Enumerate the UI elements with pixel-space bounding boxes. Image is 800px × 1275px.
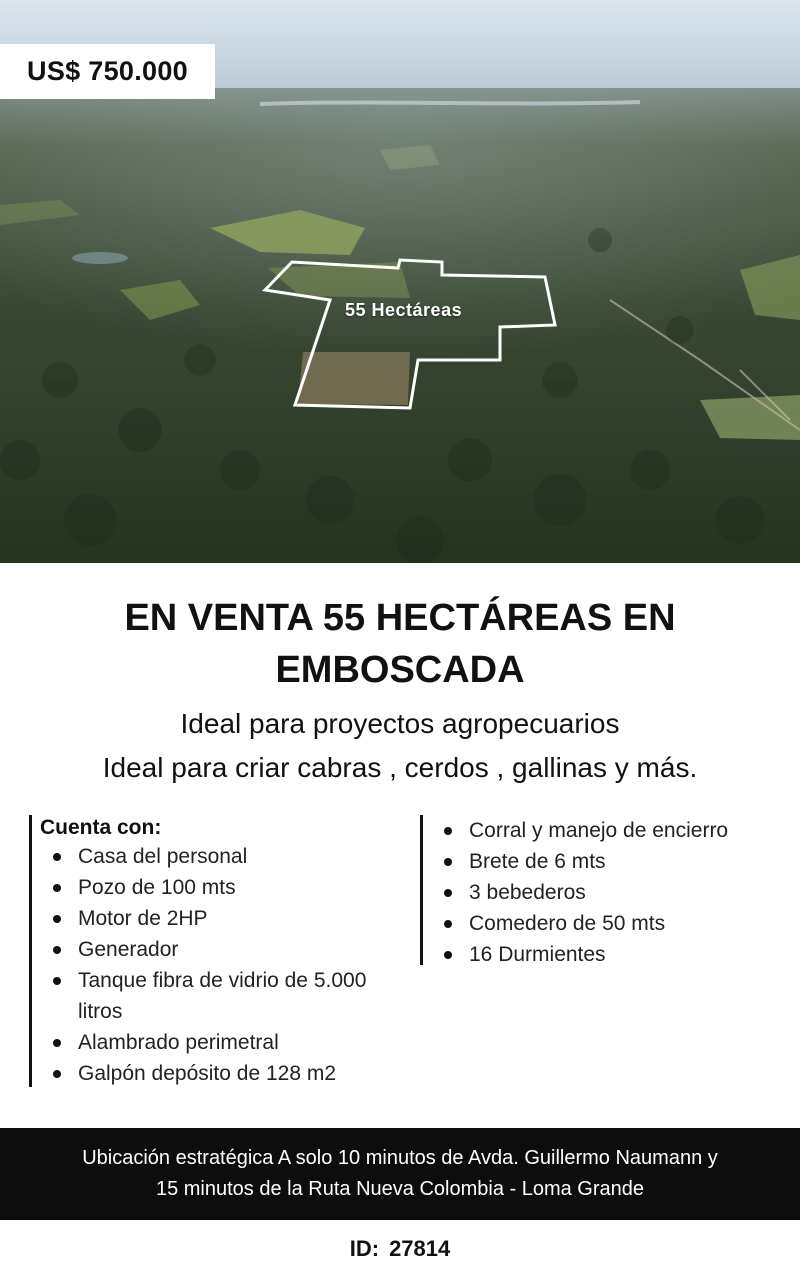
feature-item: Comedero de 50 mts bbox=[431, 908, 800, 939]
listing-id bbox=[0, 1236, 800, 1262]
subtitle-line-2: Ideal para criar cabras , cerdos , gallinas y más. bbox=[102, 752, 698, 783]
feature-item: Generador bbox=[40, 934, 410, 965]
listing-id-label: ID: bbox=[349, 1236, 380, 1261]
features-left-column bbox=[29, 815, 410, 1087]
location-line-2: 15 minutos de la Ruta Nueva Colombia - Loma Grande bbox=[155, 1178, 645, 1200]
features-right-column bbox=[420, 815, 800, 965]
features-heading: Cuenta con: bbox=[40, 816, 162, 839]
price-text: US$ 750.000 bbox=[27, 56, 188, 86]
feature-item: Galpón depósito de 128 m2 bbox=[40, 1058, 410, 1089]
price-badge bbox=[0, 44, 215, 99]
feature-item: 16 Durmientes bbox=[431, 939, 800, 970]
feature-item: Corral y manejo de encierro bbox=[431, 815, 800, 846]
listing-title bbox=[0, 592, 800, 696]
plot-area-label: 55 Hectáreas bbox=[345, 300, 463, 320]
listing-id-value: 27814 bbox=[389, 1236, 451, 1261]
title-line-1: EN VENTA 55 HECTÁREAS EN bbox=[124, 597, 676, 639]
feature-item: Pozo de 100 mts bbox=[40, 872, 410, 903]
title-line-2: EMBOSCADA bbox=[275, 649, 525, 691]
location-line-1: Ubicación estratégica A solo 10 minutos de Avda. Guillermo Naumann y bbox=[82, 1147, 718, 1169]
features-right-list bbox=[431, 815, 800, 970]
location-banner bbox=[0, 1128, 800, 1220]
feature-item: 3 bebederos bbox=[431, 877, 800, 908]
features-left-list bbox=[40, 841, 410, 1089]
subtitle-line-1: Ideal para proyectos agropecuarios bbox=[180, 708, 620, 739]
feature-item: Brete de 6 mts bbox=[431, 846, 800, 877]
feature-item: Casa del personal bbox=[40, 841, 410, 872]
feature-item: Motor de 2HP bbox=[40, 903, 410, 934]
feature-item: Tanque fibra de vidrio de 5.000 litros bbox=[40, 965, 368, 1027]
feature-item: Alambrado perimetral bbox=[40, 1027, 410, 1058]
